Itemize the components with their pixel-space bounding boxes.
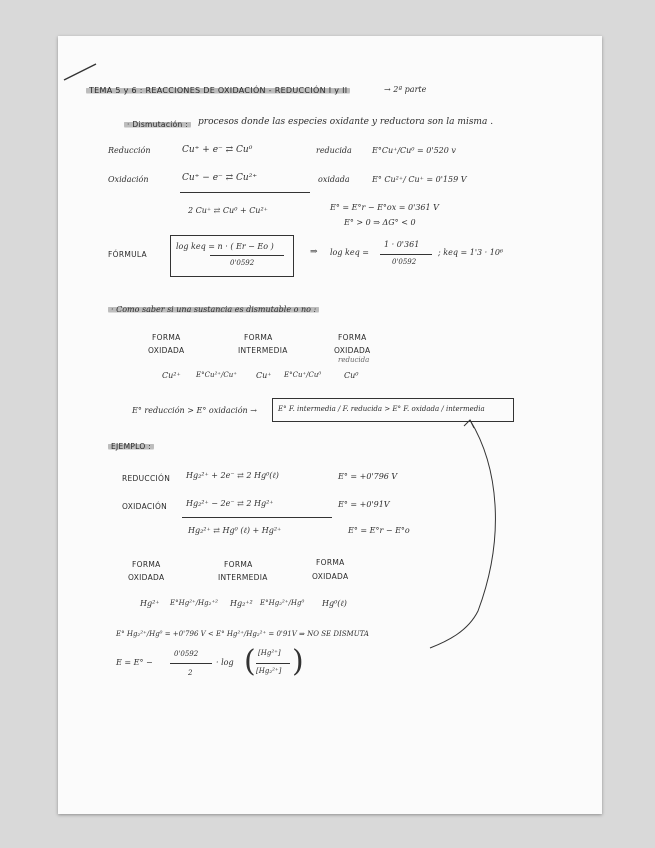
rule-boxed-text: E° F. intermedia / F. reducida > E° F. oxidada / intermedia	[278, 405, 485, 413]
reduction-label: Reducción	[108, 146, 151, 155]
ej-col1-forma: FORMA	[132, 560, 161, 569]
notebook-page	[58, 36, 602, 814]
log-keq-numerator: log keq = n · ( Er − Eo )	[176, 242, 274, 251]
species-e-cu1-cu0: E°Cu⁺/Cu⁰	[284, 371, 322, 379]
reduction-potential: E°Cu⁺/Cu⁰ = 0'520 v	[372, 146, 456, 155]
col3-oxidada: OXIDADA	[334, 346, 371, 355]
col1-forma: FORMA	[152, 333, 181, 342]
page-title: TEMA 5 y 6 : REACCIONES DE OXIDACIÓN - REDUCCIÓN I y II	[86, 86, 350, 95]
ejemplo-reduction-equation: Hg₂²⁺ + 2e⁻ ⇄ 2 Hg⁰(ℓ)	[186, 471, 279, 480]
nernst-paren-close: )	[292, 644, 304, 679]
como-saber-title: · Como saber si una sustancia es dismutable o no :	[108, 305, 319, 314]
ej-species-e-hg2-hg22: E°Hg²⁺/Hg₂⁺²	[170, 599, 218, 607]
formula-label: FÓRMULA	[108, 250, 147, 259]
ej-col3-oxidada: OXIDADA	[312, 572, 349, 581]
ej-col1-oxidada: OXIDADA	[128, 573, 165, 582]
oxidation-note: oxidada	[318, 175, 350, 184]
potential-condition: E° > 0 ⇒ ΔG° < 0	[344, 218, 416, 227]
ejemplo-oxidation-potential: E° = +0'91V	[338, 500, 390, 509]
implies-arrow: ⇒	[310, 247, 318, 257]
col2-intermedia: INTERMEDIA	[238, 346, 288, 355]
ejemplo-label: EJEMPLO :	[108, 442, 154, 451]
oxidation-potential: E° Cu²⁺/ Cu⁺ = 0'159 V	[372, 175, 467, 184]
nernst-numerator: 0'0592	[174, 650, 199, 658]
ej-species-hg22: Hg₂⁺²	[230, 599, 253, 608]
keq-result: ; keq = 1'3 · 10⁶	[438, 248, 504, 257]
dismutacion-label: · Dismutación :	[124, 120, 191, 129]
nernst-paren-open: (	[244, 644, 256, 679]
species-cu2: Cu²⁺	[162, 371, 181, 380]
col3-reducida-note: reducida	[338, 356, 370, 364]
reduction-note: reducida	[316, 146, 352, 155]
ej-comparison: E° Hg₂²⁺/Hg⁰ = +0'796 V < E° Hg²⁺/Hg₂²⁺ = 0'91V ⇒ NO SE DISMUTA	[116, 630, 369, 638]
ejemplo-oxidation-equation: Hg₂²⁺ − 2e⁻ ⇄ 2 Hg²⁺	[186, 499, 274, 508]
oxidation-equation: Cu⁺ − e⁻ ⇄ Cu²⁺	[182, 173, 258, 183]
log-keq-denominator: 0'0592	[230, 259, 255, 267]
ej-col3-forma: FORMA	[316, 558, 345, 567]
col1-oxidada: OXIDADA	[148, 346, 185, 355]
cell-potential: E° = E°r − E°ox = 0'361 V	[330, 203, 439, 212]
calc-denominator: 0'0592	[392, 258, 417, 266]
rule-left-text: E° reducción > E° oxidación →	[132, 406, 257, 415]
ejemplo-reduction-potential: E° = +0'796 V	[338, 472, 398, 481]
ej-species-e-hg22-hg0: E°Hg₂²⁺/Hg⁰	[260, 599, 305, 607]
sum-equation: 2 Cu⁺ ⇄ Cu⁰ + Cu²⁺	[188, 206, 268, 215]
calc-left: log keq =	[330, 248, 369, 257]
ej-species-hg0: Hg⁰(ℓ)	[322, 599, 347, 608]
species-e-cu2-cu1: E°Cu²⁺/Cu⁺	[196, 371, 237, 379]
part-note: → 2ª parte	[384, 85, 427, 94]
curved-arrow	[58, 36, 602, 814]
species-cu0: Cu⁰	[344, 371, 359, 380]
reduction-equation: Cu⁺ + e⁻ ⇄ Cu⁰	[182, 145, 253, 155]
calc-numerator: 1 · 0'361	[384, 240, 420, 249]
nernst-frac-top: [Hg²⁺]	[258, 649, 281, 657]
nernst-denominator: 2	[188, 669, 193, 677]
ej-species-hg2: Hg²⁺	[140, 599, 160, 608]
ej-col2-forma: FORMA	[224, 560, 253, 569]
ej-col2-intermedia: INTERMEDIA	[218, 573, 268, 582]
ejemplo-sum-equation: Hg₂²⁺ ⇄ Hg⁰ (ℓ) + Hg²⁺	[188, 526, 282, 535]
dismutacion-definition: procesos donde las especies oxidante y reductora son la misma .	[198, 117, 494, 127]
nernst-left: E = E° −	[116, 658, 153, 667]
col2-forma: FORMA	[244, 333, 273, 342]
ejemplo-reduction-label: REDUCCIÓN	[122, 474, 171, 483]
col3-forma: FORMA	[338, 333, 367, 342]
ejemplo-potential-relation: E° = E°r − E°o	[348, 526, 410, 535]
ejemplo-oxidation-label: OXIDACIÓN	[122, 502, 168, 511]
oxidation-label: Oxidación	[108, 175, 149, 184]
species-cu1: Cu⁺	[256, 371, 272, 380]
nernst-frac-bottom: [Hg₂²⁺]	[256, 667, 282, 675]
nernst-log: · log	[216, 658, 234, 667]
